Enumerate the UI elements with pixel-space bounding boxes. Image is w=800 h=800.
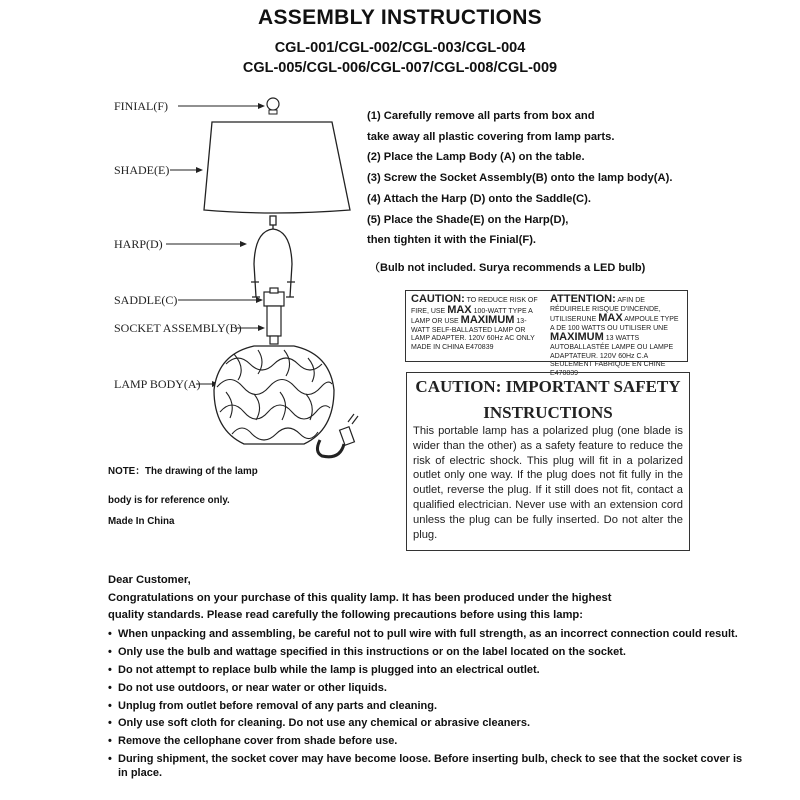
shade-part xyxy=(204,122,350,213)
step-line: (1) Carefully remove all parts from box and xyxy=(367,110,595,122)
safety-heading-2: INSTRUCTIONS xyxy=(483,403,613,422)
list-item: • During shipment, the socket cover may have become loose. Before inserting bulb, check to see that the socket cover is in place. xyxy=(108,753,743,779)
drawing-note: NOTE：The drawing of the lamp xyxy=(108,466,258,477)
list-item: • Only use the bulb and wattage specified in this instructions or on the label located on the socket. xyxy=(108,645,626,658)
list-item: • Do not attempt to replace bulb while the lamp is plugged into an electrical outlet. xyxy=(108,663,540,676)
precautions-list xyxy=(108,628,748,785)
safety-instructions-label xyxy=(406,372,690,551)
page-title: ASSEMBLY INSTRUCTIONS xyxy=(257,6,542,29)
caution-english: CAUTION: TO REDUCE RISK OF FIRE, USE MAX 100-WATT TYPE A LAMP OR USE MAXIMUM 13-WATT SELF-BALLASTED LAMP OR LAMP ADAPTER. 120V 60Hz AC ONLY MADE IN CHINA E470839 xyxy=(411,293,538,351)
message-line: quality standards. Please read carefully the following precautions before using this lamp: xyxy=(108,609,583,621)
list-item: • Do not use outdoors, or near water or other liquids. xyxy=(108,681,387,694)
bulb-note: （Bulb not included. Surya recommends a LED bulb) xyxy=(369,262,646,274)
label-finial: FINIAL(F) xyxy=(114,99,168,113)
label-harp: HARP(D) xyxy=(114,237,163,251)
customer-message xyxy=(108,572,708,625)
step-line: (5) Place the Shade(E) on the Harp(D), xyxy=(367,213,569,226)
list-item: • Remove the cellophane cover from shade before use. xyxy=(108,735,398,748)
caution-french: ATTENTION: AFIN DE RÉDUIRELE RISQUE D'INCENDE, UTILISERUNE MAX AMPOULE TYPE A DE 100 WATTS OU UTILISER UNE MAXIMUM 13 WATTS AUTOBALLASTÉE LAMPE OU LAMPE ADAPTATEUR. 120V 60Hz C.A SEULEMENT FABRIQUE EN CHINE E470839 xyxy=(550,293,679,377)
finial-part xyxy=(267,98,279,110)
lamp-body-part xyxy=(214,346,334,444)
drawing-note-cont: body is for reference only. xyxy=(108,495,230,506)
safety-heading: CAUTION: IMPORTANT SAFETY xyxy=(415,377,681,396)
model-numbers-line-1: CGL-001/CGL-002/CGL-003/CGL-004 xyxy=(274,40,526,56)
list-item: • Only use soft cloth for cleaning. Do not use any chemical or abrasive cleaners. xyxy=(108,717,531,730)
socket-part xyxy=(267,306,281,344)
made-in-china: Made In China xyxy=(108,516,175,527)
step-line: take away all plastic covering from lamp parts. xyxy=(367,130,615,143)
label-shade: SHADE(E) xyxy=(114,163,170,177)
step-line: (3) Screw the Socket Assembly(B) onto the lamp body(A). xyxy=(367,172,673,185)
saddle-part xyxy=(264,288,284,306)
step-line: (4) Attach the Harp (D) onto the Saddle(C). xyxy=(367,192,591,205)
caution-wattage-label xyxy=(405,290,688,377)
list-item: • Unplug from outlet before removal of any parts and cleaning. xyxy=(108,699,438,712)
safety-body: This portable lamp has a polarized plug (one blade is wider than the other) as a safety feature to reduce the risk of electric shock. This plug will fit in a polarized outlet only one way. If the plug does not fit fully in the outlet, reverse the plug. If it still does not fit, contact a qualified electrician. Never use with an extension cord unless the plug can be fully inserted. Do not alter the plug. xyxy=(413,425,683,541)
lamp-exploded-diagram xyxy=(108,92,368,462)
message-line: Congratulations on your purchase of this quality lamp. It has been produced under the highest xyxy=(108,591,612,604)
assembly-steps xyxy=(367,106,787,251)
label-saddle: SADDLE(C) xyxy=(114,293,178,307)
list-item: • When unpacking and assembling, be careful not to pull wire with full strength, as an incorrect connection could result. xyxy=(108,628,738,640)
model-numbers-line-2: CGL-005/CGL-006/CGL-007/CGL-008/CGL-009 xyxy=(242,60,558,76)
greeting: Dear Customer, xyxy=(108,574,191,586)
step-line: then tighten it with the Finial(F). xyxy=(367,234,537,247)
harp-part xyxy=(251,216,295,297)
label-lamp-body: LAMP BODY(A) xyxy=(114,377,201,391)
label-socket: SOCKET ASSEMBLY(B) xyxy=(114,321,242,335)
step-line: (2) Place the Lamp Body (A) on the table. xyxy=(367,151,585,164)
